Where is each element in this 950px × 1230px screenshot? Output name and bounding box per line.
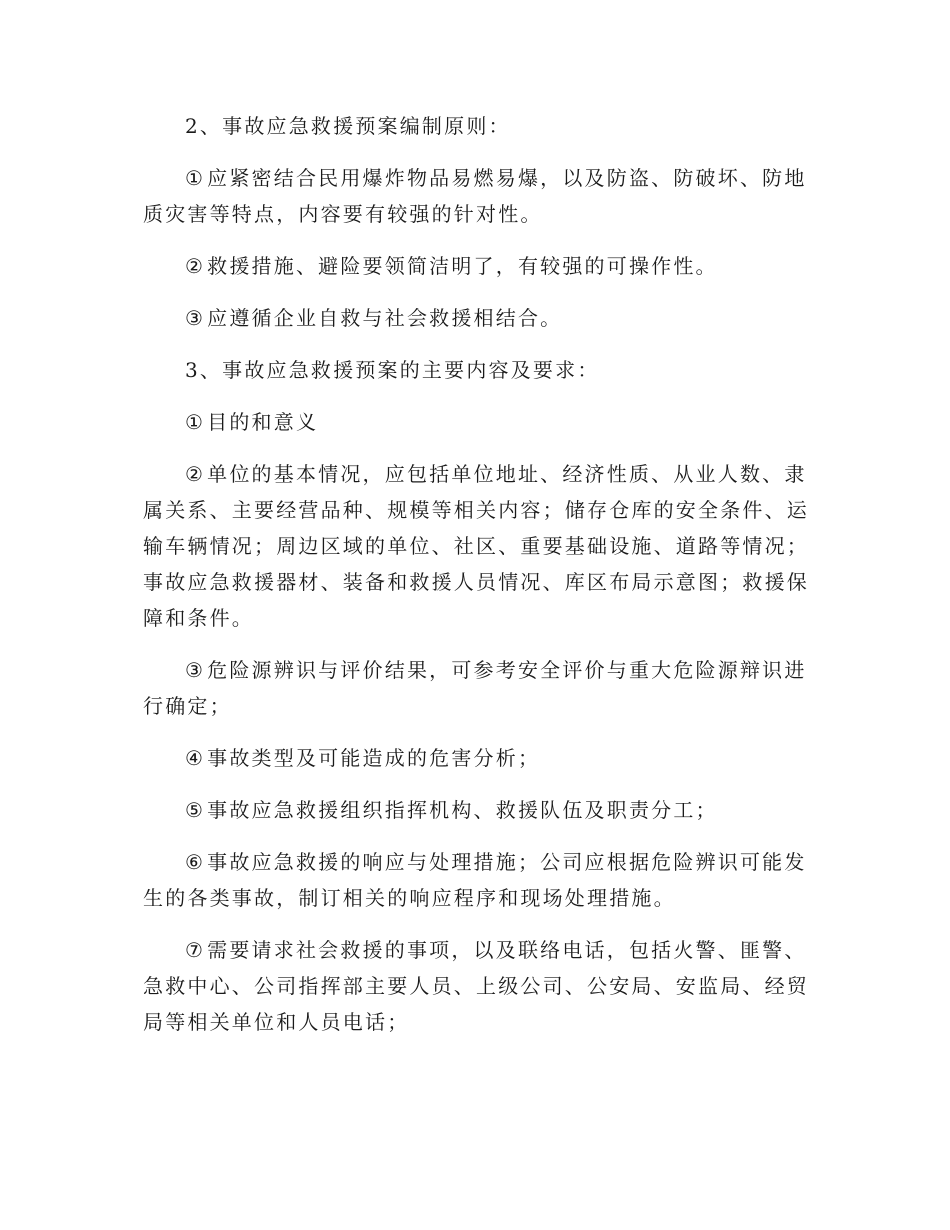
list-item (143, 404, 815, 440)
item-text: 单位的基本情况，应包括单位地址、经济性质、从业人数、隶属关系、主要经营品种、规模等相关内容；储存仓库的安全条件、运输车辆情况；周边区域的单位、社区、重要基础设施、道路等情况；事故应急救援器材、装备和救援人员情况、库区布局示意图；救援保障和条件。 (143, 462, 809, 630)
item-marker: ③ (185, 658, 206, 682)
list-item (143, 160, 815, 232)
item-text: 事故应急救援组织指挥机构、救援队伍及职责分工； (207, 798, 718, 822)
item-text: 事故类型及可能造成的危害分析； (207, 746, 541, 770)
item-text: 需要请求社会救援的事项，以及联络电话，包括火警、匪警、急救中心、公司指挥部主要人员、上级公司、公安局、安监局、经贸局等相关单位和人员电话； (143, 938, 809, 1034)
list-item (143, 300, 815, 336)
item-text: 救援措施、避险要领简洁明了，有较强的可操作性。 (207, 254, 718, 278)
list-item (143, 740, 815, 776)
item-marker: ① (185, 166, 206, 190)
item-marker: ⑥ (185, 850, 206, 874)
item-marker: ② (185, 254, 206, 278)
item-text: 目的和意义 (207, 410, 319, 434)
document-body (143, 108, 815, 1056)
item-marker: ① (185, 410, 206, 434)
item-text: 事故应急救援的响应与处理措施；公司应根据危险辨识可能发生的各类事故，制订相关的响应程序和现场处理措施。 (143, 850, 807, 910)
list-item (143, 792, 815, 828)
list-item (143, 456, 815, 636)
item-text: 应紧密结合民用爆炸物品易燃易爆，以及防盗、防破坏、防地质灾害等特点，内容要有较强的针对性。 (143, 166, 807, 226)
item-marker: ② (185, 462, 206, 486)
list-item (143, 652, 815, 724)
list-item (143, 932, 815, 1040)
item-marker: ③ (185, 306, 206, 330)
item-marker: ⑦ (185, 938, 206, 962)
section-heading: 3、事故应急救援预案的主要内容及要求： (185, 358, 600, 382)
list-item (143, 248, 815, 284)
item-marker: ⑤ (185, 798, 206, 822)
item-text: 应遵循企业自救与社会救援相结合。 (207, 306, 563, 330)
item-marker: ④ (185, 746, 206, 770)
list-item (143, 844, 815, 916)
section-heading: 2、事故应急救援预案编制原则： (185, 114, 511, 138)
item-text: 危险源辨识与评价结果，可参考安全评价与重大危险源辩识进行确定； (143, 658, 807, 718)
